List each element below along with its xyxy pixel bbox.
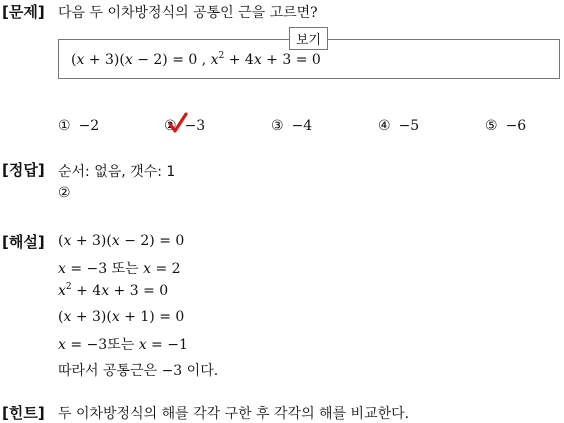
choice-4-value: −5 <box>398 118 420 134</box>
choice-1[interactable] <box>58 118 99 134</box>
example-equations: (x + 3)(x − 2) = 0 , $x^2 + 4x + 3 = 0$ <box>71 51 321 68</box>
solution-line-3: $x^2 + 4x + 3 = 0$ <box>58 282 169 299</box>
solution-label: [해설] <box>2 233 45 251</box>
problem-label: [문제] <box>2 3 45 21</box>
choice-5-number: ⑤ <box>485 118 498 134</box>
example-box <box>58 33 560 79</box>
solution-line-6 <box>58 360 218 380</box>
solution-line-5-word: 또는 <box>107 337 135 353</box>
solution-line-5: x = −3또는 x = −1 <box>58 337 188 353</box>
example-box-title: 보기 <box>289 27 328 50</box>
choice-2-value: −3 <box>184 118 206 134</box>
choice-4-number: ④ <box>378 118 391 134</box>
solution-line-4: (x + 3)(x + 1) = 0 <box>58 309 185 325</box>
choice-4[interactable] <box>378 118 419 134</box>
choice-2-number: ② <box>164 118 177 134</box>
solution-line-6-suffix: 이다. <box>186 363 219 379</box>
choice-3[interactable] <box>271 118 312 134</box>
choice-3-number: ③ <box>271 118 284 134</box>
choice-1-number: ① <box>58 118 71 134</box>
choice-3-value: −4 <box>291 118 313 134</box>
solution-line-1: (x + 3)(x − 2) = 0 <box>58 233 185 249</box>
solution-line-6-prefix: 따라서 공통근은 <box>58 363 158 379</box>
solution-line-2-word: 또는 <box>111 261 139 277</box>
problem-text: 다음 두 이차방정식의 공통인 근을 고르면? <box>58 5 318 21</box>
check-mark-icon <box>168 112 188 134</box>
answer-label: [정답] <box>2 161 45 179</box>
solution-line-6-value: −3 <box>161 363 183 379</box>
choice-5[interactable] <box>485 118 526 134</box>
choice-5-value: −6 <box>505 118 527 134</box>
answer-number: ② <box>58 185 71 201</box>
answer-text: 순서: 없음, 갯수: 1 <box>58 164 176 180</box>
hint-label: [힌트] <box>2 404 45 422</box>
solution-line-2: x = −3 또는 x = 2 <box>58 261 181 277</box>
hint-text: 두 이차방정식의 해를 각각 구한 후 각각의 해를 비교한다. <box>58 406 410 422</box>
choice-1-value: −2 <box>78 118 100 134</box>
